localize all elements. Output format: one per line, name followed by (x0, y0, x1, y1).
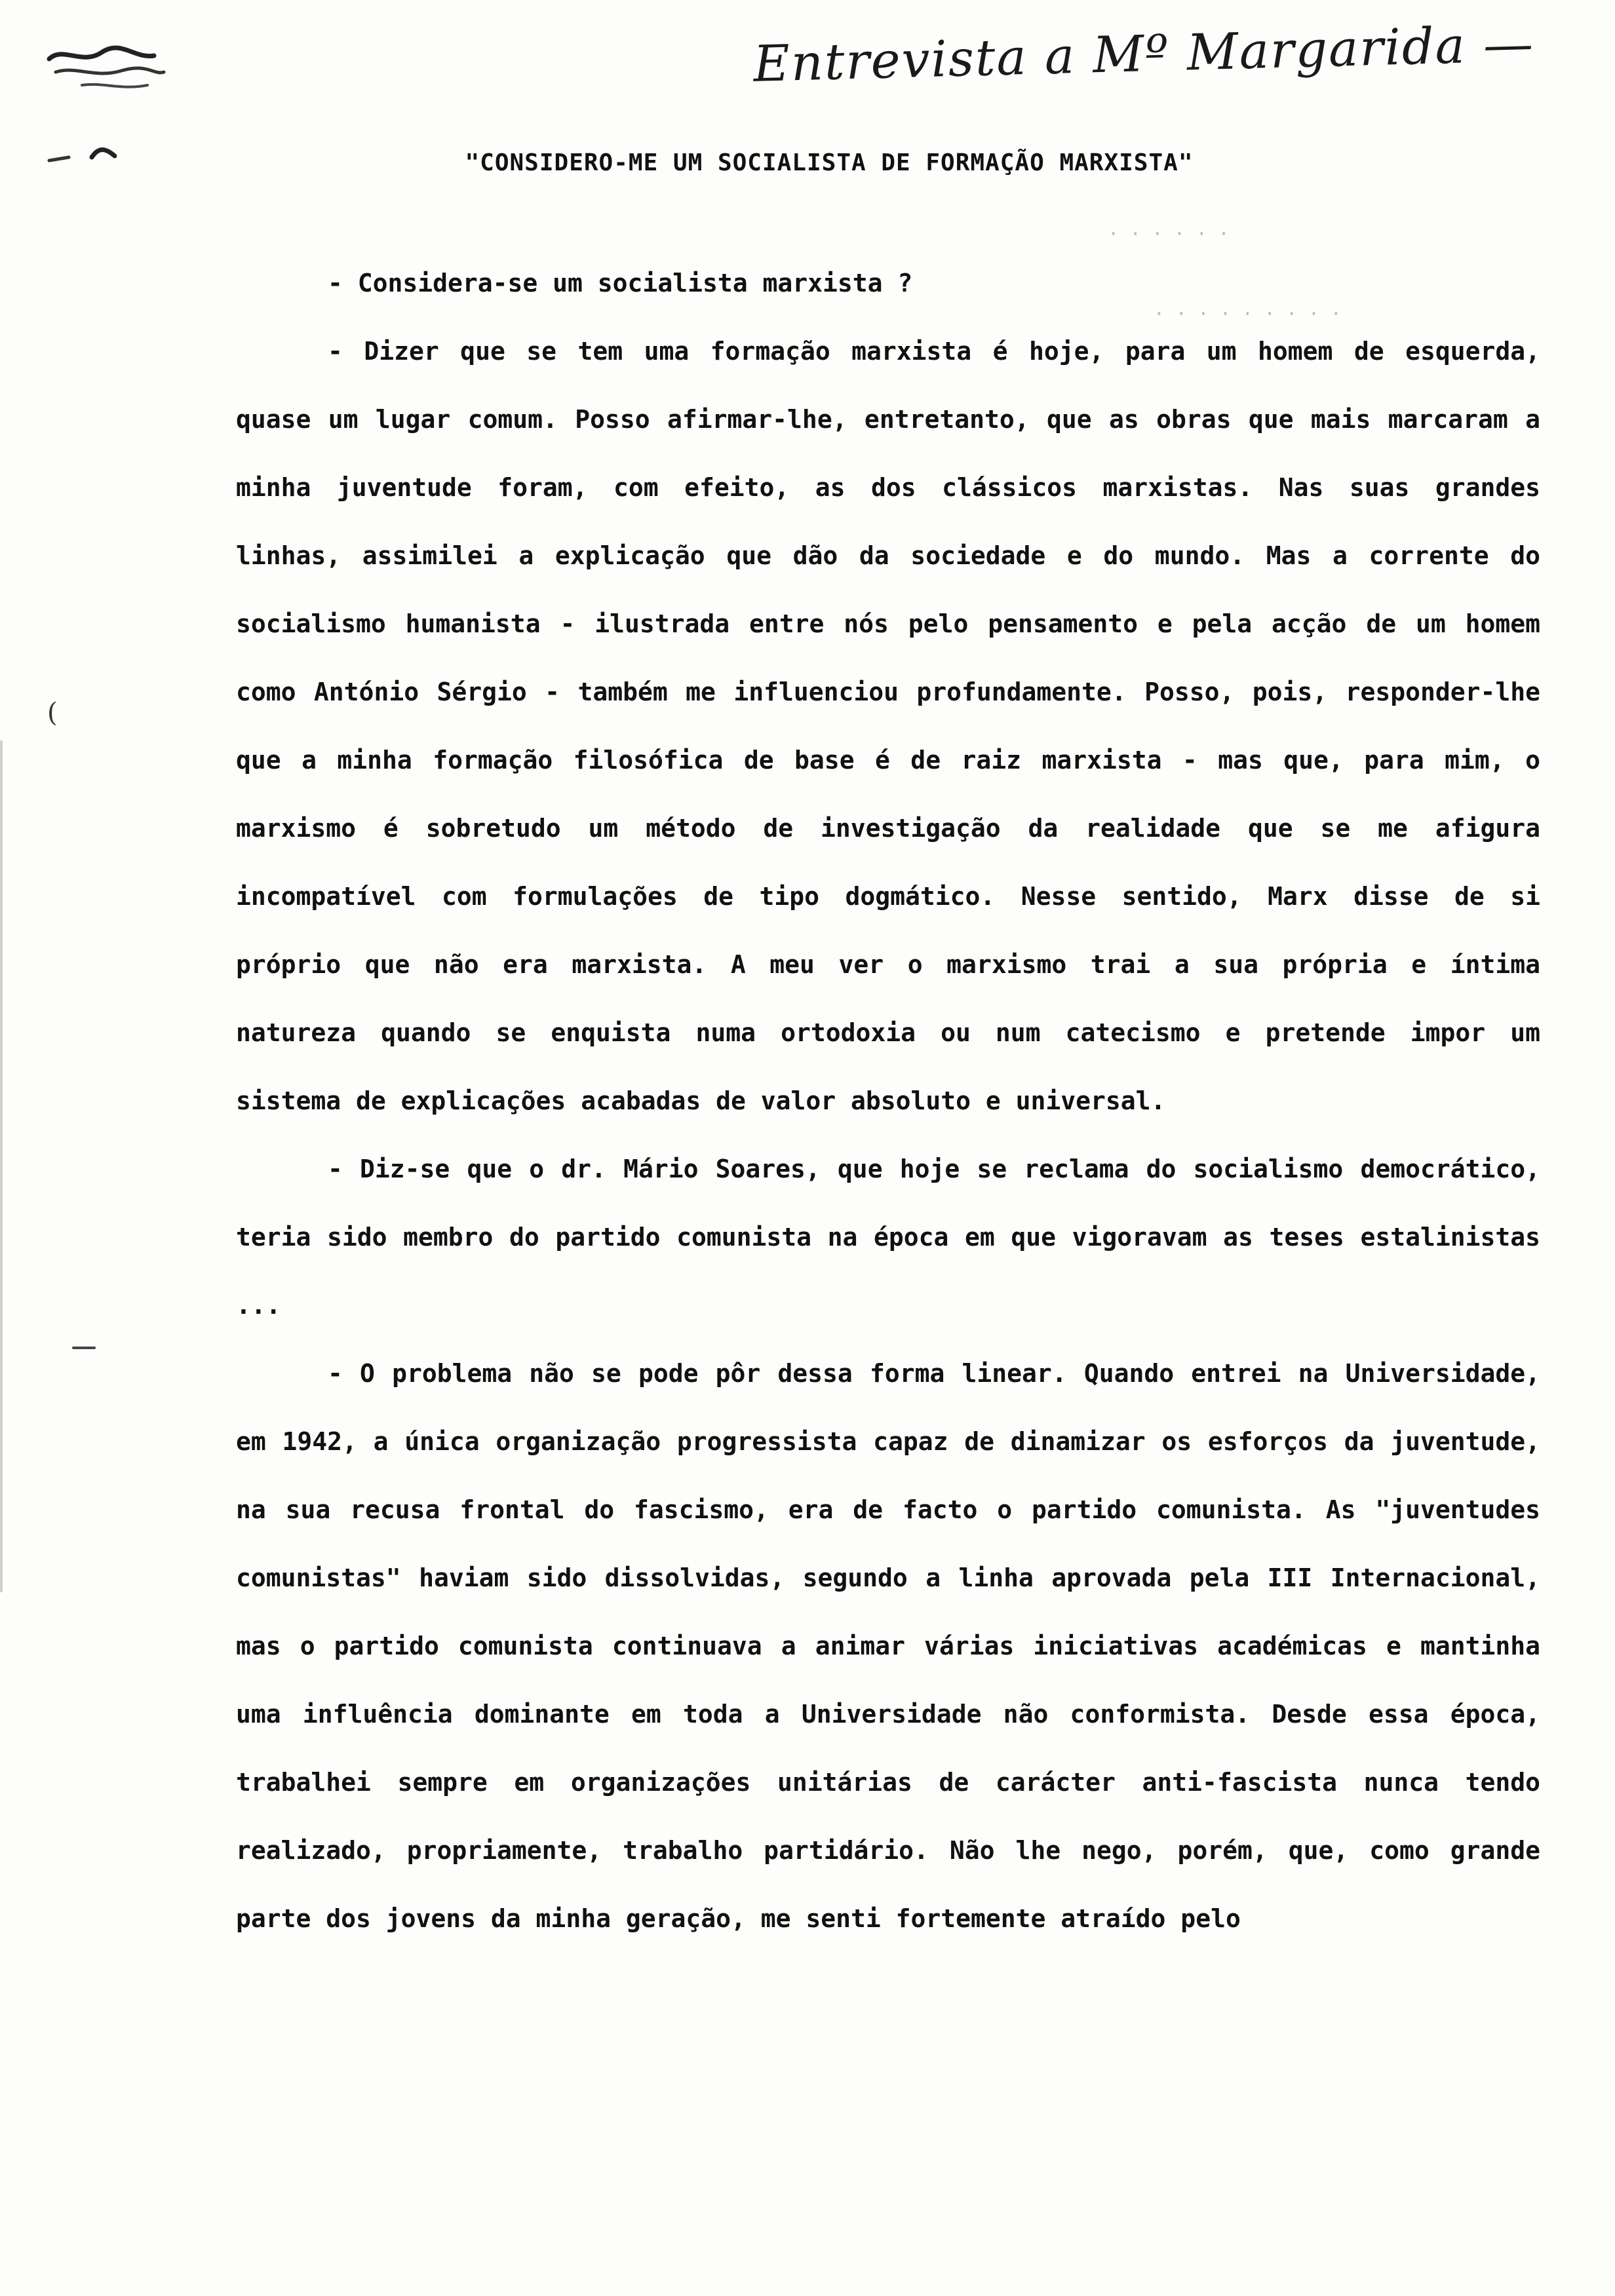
paragraph: - Dizer que se tem uma formação marxista é hoje, para um homem de esquerda, quase um lugar comum. Posso afirmar-lhe, entretanto, que as obras que mais marcaram a minha juventude foram, com efeito, as dos clássicos marxistas. Nas suas grandes linhas, assimilei a explicação que dão da sociedade e do mundo. Mas a corrente do socialismo humanista - ilustrada entre nós pelo pensamento e pela acção de um homem como António Sérgio - também me influenciou profundamente. Posso, pois, responder-lhe que a minha formação filosófica de base é de raiz marxista - mas que, para mim, o marxismo é sobretudo um método de investigação da realidade que se me afigura incompatível com formulações de tipo dogmático. Nesse sentido, Marx disse de si próprio que não era marxista. A meu ver o marxismo trai a sua própria e íntima natureza quando se enquista numa ortodoxia ou num catecismo e pretende impor um sistema de explicações acabadas de valor absoluto e universal. (236, 337, 1540, 1115)
page-edge-shadow (0, 740, 3, 1592)
faint-stamp-mark: · · · · · · · · · (1154, 303, 1342, 324)
paragraph: - Diz-se que o dr. Mário Soares, que hoje se reclama do socialismo democrático, teria sido membro do partido comunista na época em que vigoravam as teses estalinistas ... (236, 1155, 1540, 1320)
margin-tick-icon (43, 138, 134, 177)
document-body (236, 249, 1540, 1953)
margin-bracket-mark: ( (47, 698, 58, 728)
paragraph: - Considera-se um socialista marxista ? (328, 269, 913, 297)
document-title: "CONSIDERO-ME UM SOCIALISTA DE FORMAÇÃO MARXISTA" (465, 149, 1194, 176)
paragraph: - O problema não se pode pôr dessa forma linear. Quando entrei na Universidade, em 1942, a única organização progressista capaz de dinamizar os esforços da juventude, na sua recusa frontal do fascismo, era de facto o partido comunista. As "juventudes comunistas" haviam sido dissolvidas, segundo a linha aprovada pela III Internacional, mas o partido comunista continuava a animar várias iniciativas académicas e mantinha uma influência dominante em toda a Universidade não conformista. Desde essa época, trabalhei sempre em organizações unitárias de carácter anti-fascista nunca tendo realizado, propriamente, trabalho partidário. Não lhe nego, porém, que, como grande parte dos jovens da minha geração, me senti fortemente atraído pelo (236, 1359, 1540, 1933)
margin-dash-mark (72, 1347, 96, 1349)
faint-stamp-mark: · · · · · · (1108, 223, 1230, 244)
margin-scribble-icon (43, 39, 174, 105)
handwritten-note: Entrevista a Mº Margarida — (752, 14, 1536, 93)
